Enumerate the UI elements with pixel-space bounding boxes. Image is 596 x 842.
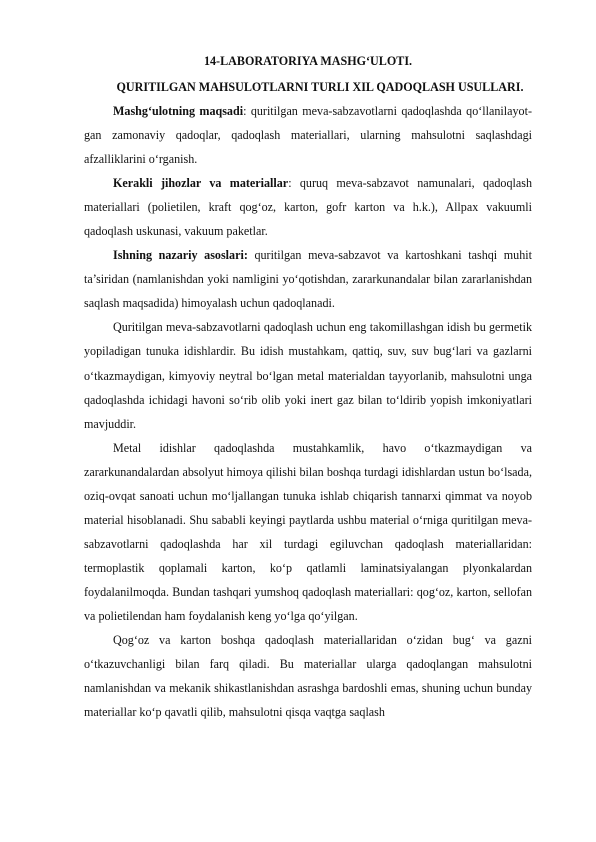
- paragraph-text: Metal idishlar qadoqlashda mustahkamlik, havo o‘tkazmaydigan va zararkunandalardan absolyut himoya qilishi bilan boshqa turdagi idishlardan ustun bo‘lsada, oziq-ovqat sanoati uchun mo‘ljallangan tunuka ishlab chiqarish tannarxi qimmat va noyob material hisoblanadi. Shu sababli keyingi paytlarda ushbu material o‘rniga quritilgan meva-sabzavotlarni qadoqlashda har xil turdagi egiluvchan qadoqlash materiallaridan: termoplastik qoplamali karton, ko‘p qatlamli laminatsiyalangan plyonkalardan foydalanilmoqda. Bundan tashqari yumshoq qadoqlash materiallari: qog‘oz, karton, sellofan va polietilendan ham foydalanish keng yo‘lga qo‘yilgan.: [84, 440, 532, 623]
- paragraph-objective: [84, 99, 532, 171]
- paragraph-paper-carton: [84, 628, 532, 724]
- paragraph-lead: Mashg‘ulotning maqsadi: [113, 104, 244, 118]
- paragraph-theory: [84, 243, 532, 315]
- paragraph-lead: Kerakli jihozlar va materiallar: [113, 176, 289, 191]
- paragraph-lead: Ishning nazariy asoslari:: [113, 248, 248, 263]
- paragraph-text: Qog‘oz va karton boshqa qadoqlash materiallaridan o‘zidan bug‘ va gazni o‘tkazuvchanligi bilan farq qiladi. Bu materiallar ularga qadoqlangan mahsulotni namlanishdan va mekanik shikastlanishdan asrashga bardoshli emas, shuning uchun bunday materiallar ko‘p qavatli qilib, mahsulotni qisqa vaqtga saqlash: [84, 633, 532, 720]
- paragraph-equipment: [84, 171, 532, 243]
- paragraph-metal-containers: [84, 436, 532, 628]
- document-title-line2: QURITILGAN MAHSULOTLARNI TURLI XIL QADOQLASH USULLARI.: [116, 80, 524, 94]
- document-page: [84, 52, 532, 724]
- paragraph-text: quritilgan meva-sabzavot va kartoshkani tashqi muhit ta’siridan (namlanishdan yoki namligini yo‘qotishdan, zararkunandalar bilan zararlanishdan saqlash maqsadida) himoyalash uchun qadoqlanadi.: [84, 248, 532, 311]
- paragraph-text: : quruq meva-sabzavot namunalari, qadoqlash materiallari (polietilen, kraft qog‘oz, karton, gofr karton va h.k.), Allpax vakuumli qadoqlash uskunasi, vakuum paketlar.: [84, 176, 533, 239]
- paragraph-text: Quritilgan meva-sabzavotlarni qadoqlash uchun eng takomillashgan idish bu germetik yopiladigan tunuka idishlardir. Bu idish mustahkam, qattiq, suv, suv bug‘lari va gazlarni o‘tkazmaydigan, kimyoviy neytral bo‘lgan metal materialdan tayyorlanib, mahsulotni unga qadoqlashda ichidagi havoni so‘rib olib yoki inert gaz bilan to‘ldirib yopish imkoniyatlari mavjuddir.: [84, 320, 532, 431]
- paragraph-text: : quritilgan meva-sabzavotlarni qadoqlashda qo‘llanilayot-gan zamonaviy qadoqlar, qadoqlash materiallari, ularning mahsulotni saqlashdagi afzalliklarini o‘rganish.: [84, 104, 532, 167]
- paragraph-tin-containers: [84, 315, 532, 435]
- document-title-line1: 14-LABORATORIYA MASHG‘ULOTI.: [203, 54, 413, 68]
